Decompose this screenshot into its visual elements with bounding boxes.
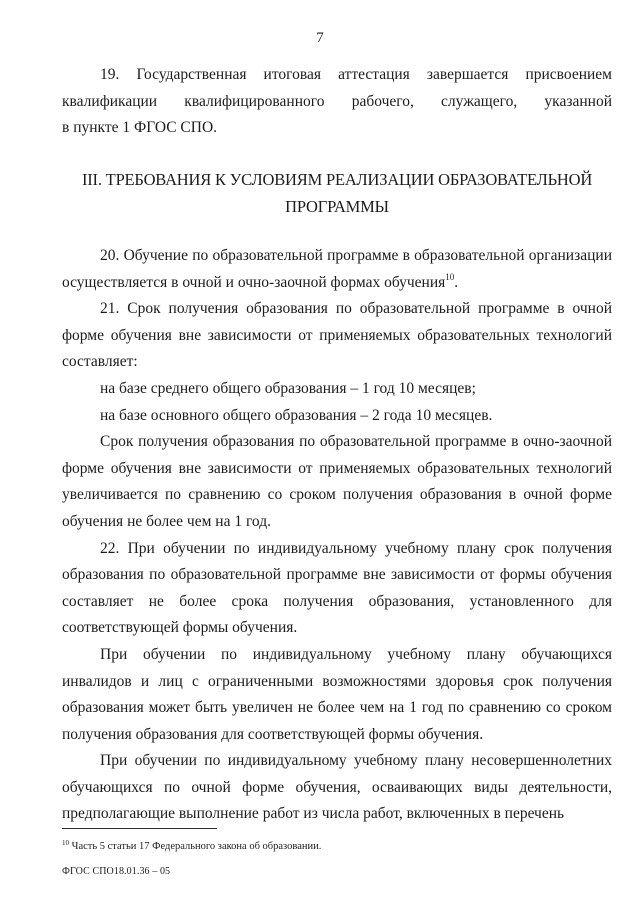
section-19-line-2: квалификации квалифицированного рабочего, служащего, указанной — [62, 92, 612, 110]
section-19-line-3: в пункте 1 ФГОС СПО. — [62, 119, 218, 137]
paragraph-21-part-ochno-zaochno: Срок получения образования по образовательной программе в очно-заочной форме обучения вне зависимости от применяемых образовательных технологий увеличивается по сравнению со сроком получения образования в очной форме обучения не более чем на 1 год. — [62, 433, 612, 530]
section-heading — [62, 166, 612, 220]
paragraph-22-part-minors: При обучении по индивидуальному учебному плану несовершеннолетних обучающихся по очной форме обучения, осваивающих виды деятельности, предполагающие выполнение работ из числа работ, включенных в перечень — [62, 752, 612, 823]
section-19-line-1: 19. Государственная итоговая аттестация завершается присвоением — [100, 66, 612, 83]
footnote-number: 10 — [62, 839, 69, 847]
section-19 — [62, 62, 612, 142]
paragraph-22: 22. При обучении по индивидуальному учебному плану срок получения образования по образовательной программе вне зависимости от формы обучения составляет не более срока получения образования, установленного для соответствующей формы обучения. — [62, 539, 612, 637]
paragraph-20 — [62, 243, 612, 296]
footnote-ref: 10 — [445, 271, 455, 282]
footnote — [62, 836, 321, 854]
footnote-separator — [62, 828, 217, 829]
paragraph-20-text: 20. Обучение по образовательной программе в образовательной организации осуществляется в очной и очно-заочной формах обучения — [62, 247, 612, 291]
paragraph-22-part-disabled: При обучении по индивидуальному учебному плану обучающихся инвалидов и лиц с ограниченными возможностями здоровья срок получения образования может быть увеличен не более чем на 1 год по сравнению со сроком получения образования для соответствующей формы обучения. — [62, 645, 612, 743]
footnote-text: Часть 5 статьи 17 Федерального закона об образовании. — [69, 841, 322, 852]
paragraph-21-item-a: на базе среднего общего образования – 1 год 10 месяцев; — [100, 379, 476, 397]
paragraph-21-item-b: на базе основного общего образования – 2 года 10 месяцев. — [100, 406, 493, 424]
heading-line-1: III. ТРЕБОВАНИЯ К УСЛОВИЯМ РЕАЛИЗАЦИИ ОБРАЗОВАТЕЛЬНОЙ — [81, 170, 593, 189]
heading-line-2: ПРОГРАММЫ — [285, 197, 389, 216]
paragraph-20-end: . — [454, 273, 459, 291]
page-number: 7 — [316, 30, 324, 46]
paragraph-21: 21. Срок получения образования по образовательной программе в очной форме обучения вне зависимости от применяемых образовательных технологий составляет: — [62, 300, 612, 371]
main-body — [62, 243, 612, 828]
document-code: ФГОС СПО18.01.36 – 05 — [62, 866, 171, 877]
